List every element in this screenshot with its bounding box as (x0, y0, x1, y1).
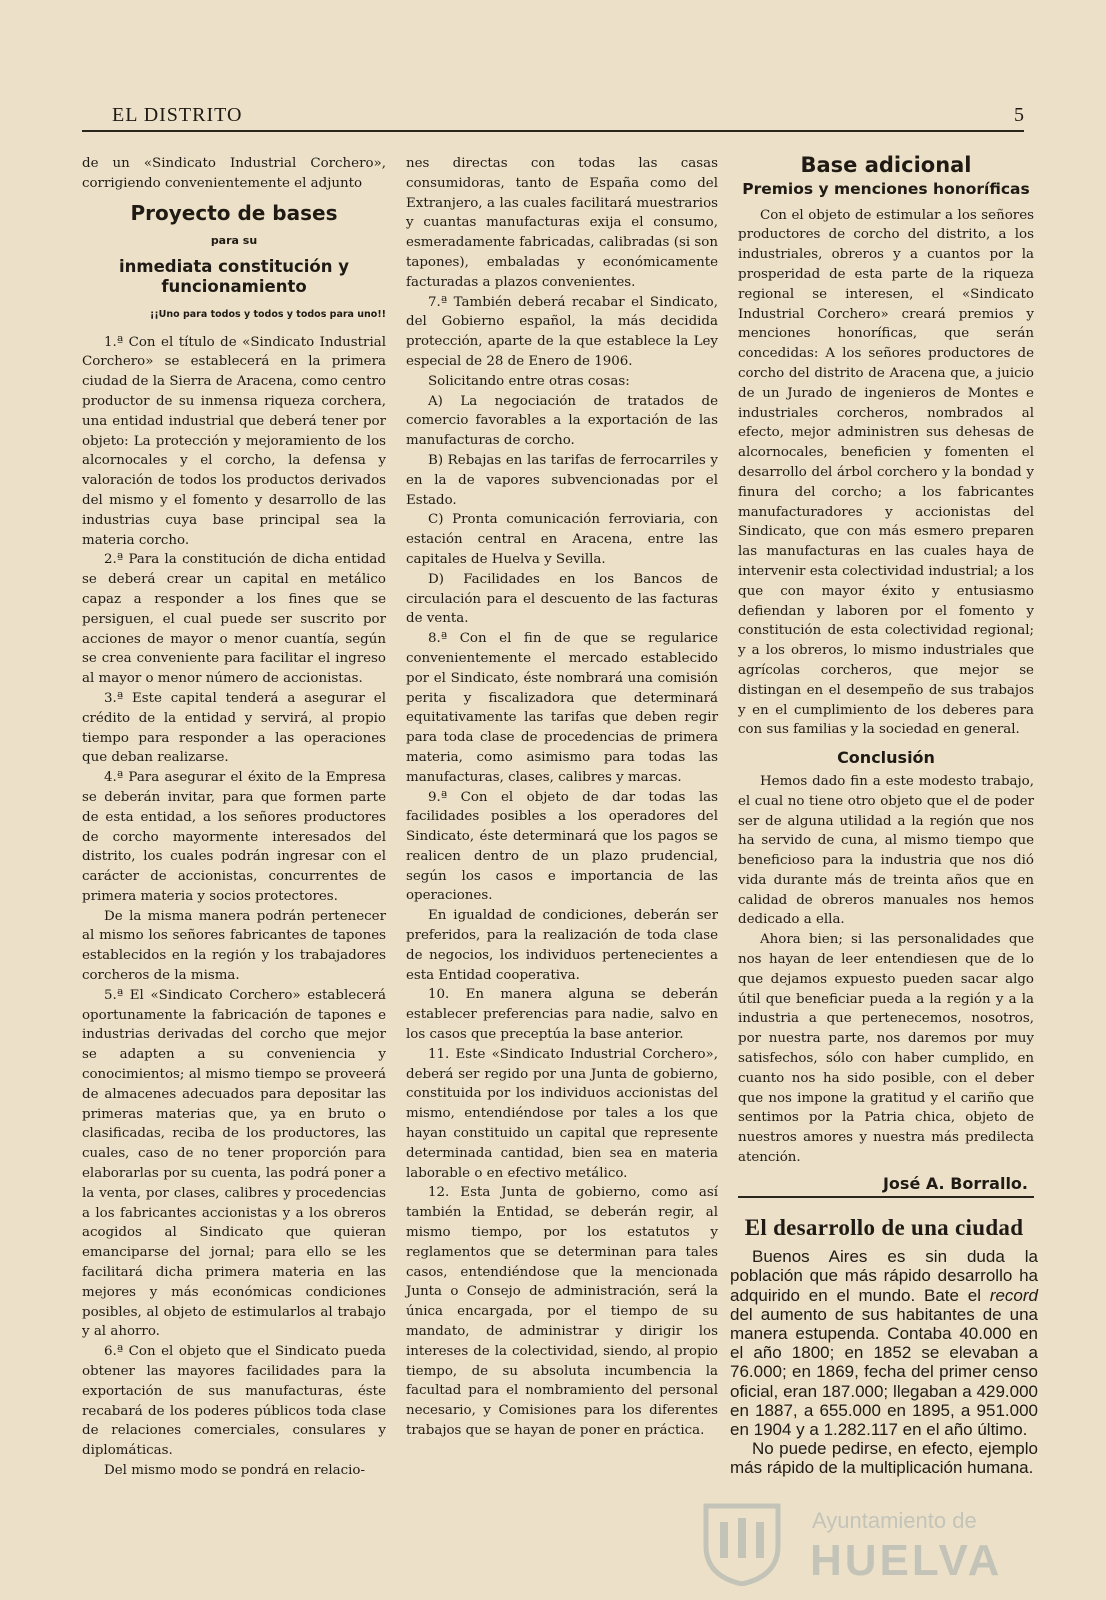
article2-title: El desarrollo de una ciudad (744, 1215, 1024, 1240)
base-4: 4.ª Para asegurar el éxito de la Empresa se deberán invitar, para que formen parte de esta entidad, a los señores productores de corcho mayormente interesados del distrito, los cuales podrán ingresar con el carácter de accionistas, concurrentes de primera materia y socios protectores. (82, 770, 386, 904)
article2-paragraph-2: No puede pedirse, en efecto, ejemplo más rápido de la multiplicación humana. (730, 1439, 1038, 1478)
base-2: 2.ª Para la constitución de dicha entidad se deberá crear un capital en metálico capaz a responder a los fines que se persiguen, el cual puede ser suscrito por acciones de mayor o menor cuantía, según se crea conveniente para facilitar el ingreso al mayor o menor número de accionistas. (82, 552, 386, 687)
item-d: D) Facilidades en los Bancos de circulación para el descuento de las facturas de venta. (406, 571, 718, 627)
item-b: B) Rebajas en las tarifas de ferrocarriles y en la de vapores subvencionadas por el Estado. (406, 452, 718, 508)
author-signature: José A. Borrallo. (882, 1173, 1028, 1193)
motto: ¡¡Uno para todos y todos y todos para uno!! (150, 308, 386, 320)
page-header (82, 104, 1024, 132)
conclusion-title: Conclusión (837, 748, 935, 768)
article2-text-b: del aumento de sus habitantes de una manera estupenda. Contaba 40.000 en el año 1800; en 1852 se elevaban a 76.000; en 1869, fecha del primer censo oficial, eran 187.000; llegaban a 429.000 en 1887, a 655.000 en 1895, a 951.000 en 1904 y a 1.282.117 en el año último. (730, 1304, 1038, 1440)
article2-paragraph-1 (730, 1247, 1038, 1439)
base-adicional-title: Base adicional (800, 153, 972, 177)
coat-of-arms-icon (700, 1500, 784, 1586)
premios-subtitle: Premios y menciones honoríficas (742, 179, 1030, 198)
base-6-continued: nes directas con todas las casas consumidoras, tanto de España como del Extranjero, a las cuales facilitará muestrarios y cuantas manufacturas exija el consumo, esmeradamente fabricadas, calibradas (si son tapones), embaladas y económicamente facturadas a plazos convenientes. (406, 156, 718, 290)
section-divider (738, 1196, 1034, 1198)
page-number: 5 (1014, 104, 1024, 126)
base-12: 12. Esta Junta de gobierno, como así también la Entidad, se deberán regir, al mismo tiempo, por los estatutos y reglamentos que se determinan para tales casos, entendiéndose que la mencionada Junta o Consejo de administración, será la única encargada, por el tiempo de su mandato, de administrar y dirigir los intereses de la colectividad, siendo, al propio tiempo, de su absoluta incumbencia la facultad para el nombramiento del personal necesario, y Comisiones para los diferentes trabajos que se hayan de poner en práctica. (406, 1185, 718, 1438)
base-8: 8.ª Con el fin de que se regularice convenientemente el mercado establecido por el Sindicato, éste nombrará una comisión perita y fiscalizadora que determinará equitativamente las tarifas que deben regir para toda clase de procedencias de primera materia, como asimismo para todas las manufacturas, clases, calibres y marcas. (406, 631, 718, 785)
conclusion-paragraph-2: Ahora bien; si las personalidades que nos hayan de leer entendiesen que de lo que dejamos expuesto pueden sacar algo útil que beneficiar pueda a la región y a la industria a que pertenecemos, nosotros, por nuestra parte, nos daremos por muy satisfechos, sólo con haber cumplido, en cuanto nos ha sido posible, con el deber que nos impone la gratitud y el cariño que sentimos por la Patria chica, objeto de nuestros amores y nuestra más predilecta atención. (738, 932, 1034, 1166)
base-9-cont: En igualdad de condiciones, deberán ser preferidos, para la realización de toda clase de negocios, los individuos pertenecientes a esta Entidad cooperativa. (406, 908, 718, 983)
base-7-cont: Solicitando entre otras cosas: (428, 373, 630, 389)
base-4-cont: De la misma manera podrán pertenecer al mismo los señores fabricantes de tapones establecidos en la región y los trabajadores corcheros de la misma. (82, 908, 386, 984)
base-5: 5.ª El «Sindicato Corchero» establecerá oportunamente la fabricación de tapones e industrias derivadas del corcho que mejor se adapten a su conveniencia y conocimientos; al mismo tiempo se proveerá de almacenes adecuados para depositar las primeras materias que, ya en bruto o clasificadas, reciba de los productores, las cuales, caso de no tener proporción para elaborarlas por su cuenta, las podrá poner a la venta, por clases, calibres y procedencias a los fabricantes accionistas y a los obreros acogidos al Sindicato que quieran emanciparse del jornal; para ello se les facilitará dicha primera materia en las mejores y más económicas condiciones posibles, al objeto de estimularlos al trabajo y al ahorro. (82, 987, 386, 1340)
newspaper-name: EL DISTRITO (112, 104, 243, 126)
article-title: Proyecto de bases (130, 200, 338, 225)
article-para-su: para su (210, 234, 258, 248)
base-3: 3.ª Este capital tenderá a asegurar el crédito de la entidad y servirá, al propio tiempo para responder a las operaciones que deban realizarse. (82, 690, 386, 766)
base-1: 1.ª Con el título de «Sindicato Industrial Corchero» se establecerá en la primera ciudad de la Sierra de Aracena, como centro productor de su inmensa riqueza corchera, una entidad industrial que deberá tener por objeto: La protección y mejoramiento de los alcornocales y el corcho, la defensa y valoración de todos los productos derivados del mismo y el fomento y desarrollo de las industrias cuya base principal sea la materia corcho. (82, 334, 386, 548)
article2-text-a: Buenos Aires es sin duda la población que más rápido desarrollo ha adquirido en el mundo. Bate el (730, 1247, 1038, 1305)
base-11: 11. Este «Sindicato Industrial Corchero», deberá ser regido por una Junta de gobierno, constituida por los individuos accionistas del mismo, entendiéndose por tales a los que hayan constituido un capital que represente determinada cantidad, bien sea en materia laborable o en efectivo metálico. (406, 1046, 718, 1181)
base-10: 10. En manera alguna se deberán establecer preferencias para nadie, salvo en los casos que preceptúa la base anterior. (406, 987, 718, 1043)
base-6-cont: Del mismo modo se pondrá en relacio- (104, 1463, 366, 1478)
article-buenos-aires (730, 1215, 1038, 1478)
item-c: C) Pronta comunicación ferroviaria, con estación central en Aracena, entre las capitales de Huelva y Sevilla. (406, 512, 718, 567)
column-2 (406, 154, 718, 1441)
base-9: 9.ª Con el objeto de dar todas las facilidades posibles a los operadores del Sindicato, éste determinará que los pagos se realicen dentro de un plazo prudencial, según los casos e importancia de las operaciones. (406, 789, 718, 904)
column-3 (738, 154, 1034, 1194)
article2-record-word: record (989, 1285, 1038, 1305)
column-1 (82, 154, 386, 1481)
conclusion-paragraph-1: Hemos dado fin a este modesto trabajo, el cual no tiene otro objeto que el de poder ser de alguna utilidad a la región que nos ha servido de cuna, al mismo tiempo que beneficioso para la industria que nos dió vida durante más de treinta años que en calidad de obreros manuales nos hemos dedicado a ella. (738, 773, 1034, 928)
premios-paragraph: Con el objeto de estimular a los señores productores de corcho del distrito, a los industriales, obreros y a cuantos por la prosperidad de esta parte de la riqueza regional se interesen, el «Sindicato Industrial Corchero» creará premios y menciones honoríficas, que serán concedidas: A los señores productores de corcho del distrito de Aracena que, a juicio de un Jurado de ingenieros de Montes e industriales corcheros, nombrados al efecto, mejor administren sus dehesas de alcornocales, beneficien y fomenten el desarrollo del árbol corchero y la bondad y finura del corcho; a los fabricantes manufacturadores y accionistas del Sindicato, que con más esmero preparen las manufacturas en las cuales haya de intervenir esta colectividad industrial; a los que con mayor éxito y entusiasmo defiendan y laboren por el fomento y constitución de esta colectividad regional; y a los obreros, lo mismo industriales que agrícolas corcheros, que mejor se distingan en el desempeño de sus trabajos y en el cumplimiento de los deberes para con sus familias y la sociedad en general. (738, 207, 1034, 738)
watermark-line-1: Ayuntamiento de (812, 1508, 977, 1533)
intro-paragraph: de un «Sindicato Industrial Corchero», corrigiendo convenientemente el adjunto (82, 156, 386, 191)
archive-watermark (700, 1500, 1040, 1586)
base-7: 7.ª También deberá recabar el Sindicato, del Gobierno español, la más decidida protección, aparte de la que establece la Ley especial de 28 de Enero de 1906. (406, 294, 718, 369)
article-subtitle: inmediata constitución y funcionamiento (118, 257, 350, 296)
watermark-line-2: HUELVA (810, 1536, 1003, 1585)
base-6: 6.ª Con el objeto que el Sindicato pueda obtener las mayores facilidades para la exportación de sus manufacturas, éste recabará de los poderes públicos toda clase de relaciones comerciales, consulares y diplomáticas. (82, 1344, 386, 1459)
item-a: A) La negociación de tratados de comercio favorables a la exportación de las manufacturas de corcho. (406, 393, 718, 449)
